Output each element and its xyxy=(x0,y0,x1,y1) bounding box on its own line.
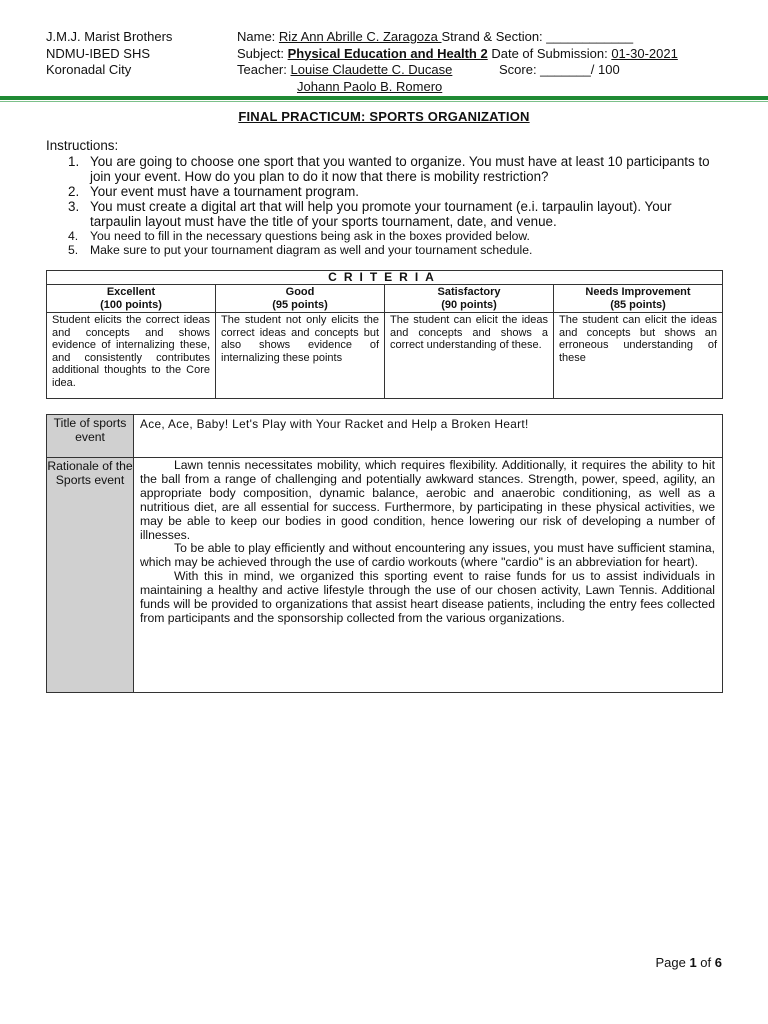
subject-value: Physical Education and Health 2 xyxy=(287,45,488,61)
criteria-heading-row xyxy=(47,271,723,285)
rationale-paragraph: Lawn tennis necessitates mobility, which requires flexibility. Additionally, it requires the ability to hit the ball from a range of challenging and potentially awkward stances. Strength, power, speed, agility, an appropriate body composition, dynamic balance, aerobic and anaerobic conditioning, as well as a nutritious diet, are all essential for success. Furthermore, by participating in these physical activities, we may be able to keep our bodies in good condition, hence lowering our risk of developing a number of illnesses. xyxy=(140,458,715,542)
name-value: Riz Ann Abrille C. Zaragoza xyxy=(278,29,442,44)
subject-label: Subject: xyxy=(237,45,284,61)
instruction-number: 4. xyxy=(68,229,79,243)
page-footer xyxy=(655,955,722,970)
page-total: 6 xyxy=(714,955,722,970)
page-label: Page xyxy=(655,955,686,970)
school-info xyxy=(46,29,172,79)
instruction-number: 2. xyxy=(68,184,80,199)
school-dept: NDMU-IBED SHS xyxy=(46,45,151,61)
teacher-label: Teacher: xyxy=(237,62,287,77)
instruction-text: Make sure to put your tournament diagram as well and your tournament schedule. xyxy=(90,243,533,257)
level-name: Needs Improvement xyxy=(585,286,691,298)
criteria-heading: CRITERIA xyxy=(47,271,723,285)
level-name: Satisfactory xyxy=(437,286,501,298)
instruction-item xyxy=(46,243,726,257)
level-description: The student can elicit the ideas and concepts but shows an erroneous understanding of these xyxy=(554,313,723,399)
event-table xyxy=(46,414,723,693)
level-description: Student elicits the correct ideas and concepts and shows evidence of internalizing these, and consistently contributes additional thoughts to the Core idea. xyxy=(47,313,216,399)
teacher2-value: Johann Paolo B. Romero xyxy=(297,78,443,94)
event-rationale-value xyxy=(134,458,723,693)
header-rule xyxy=(0,96,768,100)
level-needs-improvement xyxy=(554,285,723,313)
page-number: 1 xyxy=(689,955,697,970)
student-info xyxy=(237,29,747,95)
instruction-text: Your event must have a tournament program. xyxy=(90,184,359,199)
criteria-table xyxy=(46,270,723,399)
instruction-number: 5. xyxy=(68,243,79,257)
instruction-text: You need to fill in the necessary questions being ask in the boxes provided below. xyxy=(90,229,530,243)
instruction-item xyxy=(46,229,726,243)
event-title-value: Ace, Ace, Baby! Let's Play with Your Racket and Help a Broken Heart! xyxy=(134,415,723,458)
strand-value: ____________ xyxy=(546,29,634,44)
header-rule-thin xyxy=(0,101,768,102)
instruction-item xyxy=(46,154,726,184)
page-title: FINAL PRACTICUM: SPORTS ORGANIZATION xyxy=(238,109,530,124)
event-rationale-row xyxy=(47,458,723,693)
event-title-row xyxy=(47,415,723,458)
name-row xyxy=(237,29,747,46)
level-points: (100 points) xyxy=(100,299,162,311)
subject-row xyxy=(237,46,747,63)
level-description: The student can elicit the ideas and concepts and shows a correct understanding of these. xyxy=(385,313,554,399)
event-rationale-label: Rationale of the Sports event xyxy=(47,458,134,693)
rationale-paragraph: To be able to play efficiently and without encountering any issues, you must have sufficient stamina, which may be achieved through the use of cardio workouts (where "cardio" is an abbreviation for heart). xyxy=(140,541,715,570)
instruction-text: You must create a digital art that will help you promote your tournament (e.i. tarpaulin layout). Your tarpaulin layout must have the title of your sports tournament, date, and venue. xyxy=(90,199,672,229)
school-name: J.M.J. Marist Brothers xyxy=(46,29,173,44)
strand-label: Strand & Section: xyxy=(441,29,543,44)
level-points: (85 points) xyxy=(610,299,666,311)
document-header xyxy=(46,29,746,93)
score-label: Score: _______/ 100 xyxy=(499,62,620,77)
instruction-number: 3. xyxy=(68,199,80,214)
level-points: (90 points) xyxy=(441,299,497,311)
teacher-row xyxy=(237,62,747,79)
instructions xyxy=(46,138,726,257)
criteria-levels-row xyxy=(47,285,723,313)
level-name: Good xyxy=(285,286,315,298)
instructions-heading: Instructions: xyxy=(46,138,119,153)
date-value: 01-30-2021 xyxy=(611,45,678,61)
event-title-label: Title of sports event xyxy=(47,415,134,458)
school-city: Koronadal City xyxy=(46,62,132,77)
level-name: Excellent xyxy=(106,286,156,298)
level-good xyxy=(216,285,385,313)
level-points: (95 points) xyxy=(272,299,328,311)
level-satisfactory xyxy=(385,285,554,313)
of-label: of xyxy=(700,955,712,970)
instructions-list xyxy=(46,154,726,257)
instruction-text: You are going to choose one sport that you wanted to organize. You must have at least 10 participants to join your event. How do you plan to do it now that there is mobility restriction? xyxy=(90,154,710,184)
criteria-desc-row xyxy=(47,313,723,399)
teacher-value: Louise Claudette C. Ducase xyxy=(290,62,453,77)
instruction-item xyxy=(46,199,726,229)
rationale-paragraph: With this in mind, we organized this sporting event to raise funds for us to assist individuals in maintaining a healthy and active lifestyle through the use of our chosen activity, Lawn Tennis. Additional funds will be provided to organizations that assist heart disease patients, including the entry fees collected from participants and the sponsorship collected from the various organizations. xyxy=(140,569,715,625)
teacher2-row xyxy=(237,79,747,96)
instruction-item xyxy=(46,184,726,199)
instruction-number: 1. xyxy=(68,154,80,169)
name-label: Name: xyxy=(237,29,276,44)
date-label: Date of Submission: xyxy=(491,45,608,61)
level-excellent xyxy=(47,285,216,313)
level-description: The student not only elicits the correct ideas and concepts but also shows evidence of internalizing these points xyxy=(216,313,385,399)
